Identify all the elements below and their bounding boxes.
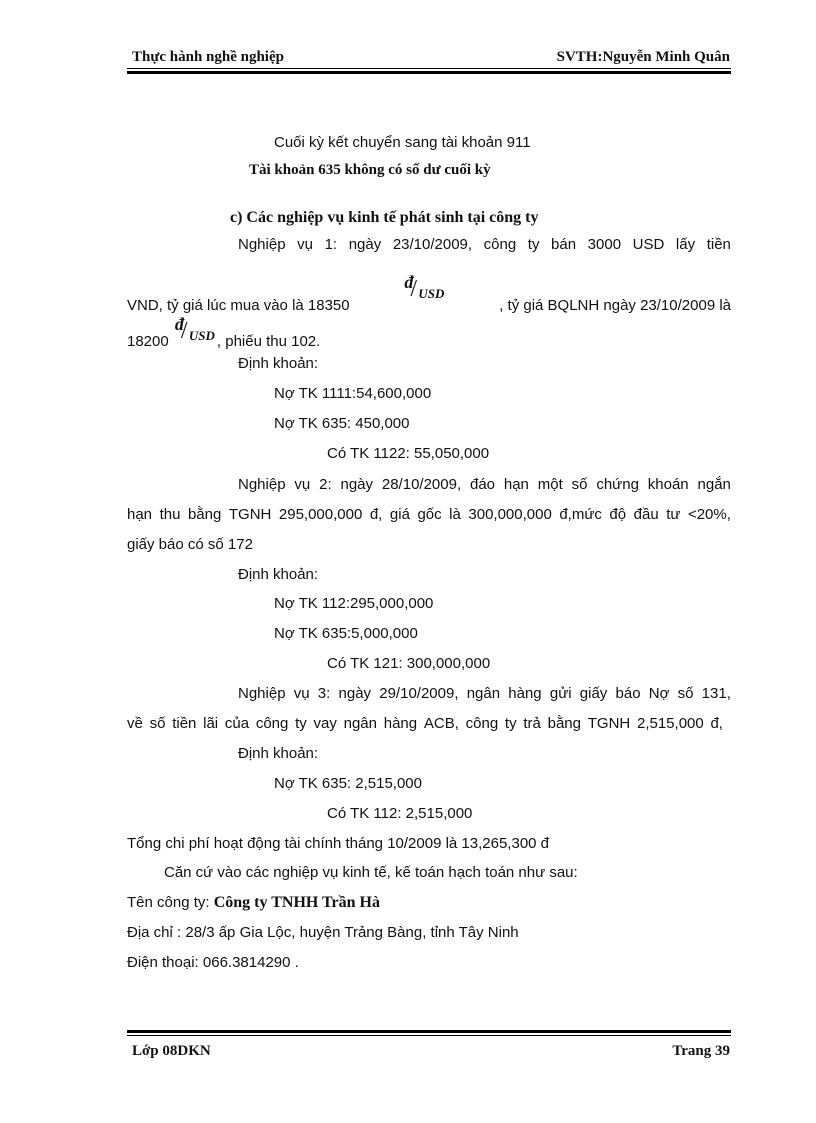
nv1-line3-text-b: , phiếu thu 102. bbox=[216, 333, 321, 350]
nv2-co: Có TK 121: 300,000,000 bbox=[327, 655, 491, 672]
word: ty bbox=[527, 236, 540, 253]
word: 2,515,000 bbox=[636, 715, 704, 732]
footer-left: Lớp 08DKN bbox=[132, 1043, 211, 1059]
word: 23/10/2009, bbox=[392, 236, 473, 253]
word: bằng bbox=[547, 715, 581, 732]
word: 29/10/2009, bbox=[379, 685, 459, 702]
word: công bbox=[465, 715, 499, 732]
nv1-line2-text-b: , tỷ giá BQLNH ngày 23/10/2009 là bbox=[499, 297, 731, 314]
nv3-co: Có TK 112: 2,515,000 bbox=[327, 805, 473, 822]
word: 28/10/2009, bbox=[381, 476, 462, 493]
footer-rule-thick bbox=[127, 1030, 731, 1033]
nv3-dk-label: Định khoản: bbox=[238, 745, 319, 762]
word: ngân bbox=[343, 715, 377, 732]
word: 131, bbox=[701, 685, 731, 702]
word: vụ bbox=[297, 236, 313, 253]
word: của bbox=[224, 715, 250, 732]
header-right: SVTH:Nguyễn Minh Quân bbox=[556, 49, 730, 65]
word: ty bbox=[504, 715, 517, 732]
word: bằng bbox=[187, 506, 222, 523]
word: 2: bbox=[319, 476, 332, 493]
word: tiền bbox=[172, 715, 197, 732]
nv2-no2: Nợ TK 635:5,000,000 bbox=[274, 625, 418, 642]
word: gửi bbox=[549, 685, 572, 702]
word: ngày bbox=[340, 476, 374, 493]
word: Nghiệp bbox=[238, 236, 286, 253]
nv2-line2 bbox=[127, 506, 731, 523]
company-name: Công ty TNHH Trần Hà bbox=[213, 894, 380, 911]
word: 295,000,000 bbox=[278, 506, 363, 523]
nv3-line2 bbox=[127, 715, 723, 732]
word: công bbox=[483, 236, 517, 253]
word: Nghiệp bbox=[238, 476, 286, 493]
company-phone: Điện thoại: 066.3814290 . bbox=[127, 954, 299, 971]
footer-right: Trang 39 bbox=[672, 1043, 730, 1059]
word: TGNH bbox=[587, 715, 631, 732]
word: 3: bbox=[317, 685, 331, 702]
dong-per-usd-icon: đ / USD bbox=[404, 272, 445, 302]
word: gốc bbox=[417, 506, 442, 523]
nv2-line1 bbox=[238, 476, 731, 493]
word: tiền bbox=[706, 236, 731, 253]
word: ty bbox=[295, 715, 307, 732]
word: thu bbox=[159, 506, 181, 523]
word: chứng bbox=[596, 476, 639, 493]
nv1-no2: Nợ TK 635: 450,000 bbox=[274, 415, 410, 432]
word: lấy bbox=[675, 236, 696, 253]
company-line bbox=[127, 894, 380, 912]
word: số bbox=[149, 715, 166, 732]
intro-line2: Tài khoản 635 không có số dư cuối kỳ bbox=[249, 162, 491, 178]
summary-total: Tổng chi phí hoạt động tài chính tháng 10/2009 là 13,265,300 đ bbox=[127, 835, 550, 852]
nv1-co: Có TK 1122: 55,050,000 bbox=[327, 445, 490, 462]
footer-rule-thin bbox=[127, 1035, 731, 1036]
word: đ, bbox=[710, 715, 723, 732]
word: 300,000,000 bbox=[468, 506, 552, 523]
word: ACB, bbox=[423, 715, 459, 732]
word: hàng bbox=[383, 715, 418, 732]
nv1-line3-text-a: 18200 bbox=[127, 333, 169, 350]
word: số bbox=[571, 476, 588, 493]
word: số bbox=[677, 685, 694, 702]
word: giá bbox=[389, 506, 410, 523]
nv1-no1: Nợ TK 1111:54,600,000 bbox=[274, 385, 432, 402]
header-rule-thin bbox=[127, 68, 731, 69]
nv1-dk-label: Định khoản: bbox=[238, 355, 319, 372]
word: đ,mức bbox=[559, 506, 602, 523]
intro-line1: Cuối kỳ kết chuyển sang tài khoản 911 bbox=[274, 134, 531, 151]
company-label: Tên công ty: bbox=[127, 894, 214, 911]
word: ngắn bbox=[697, 476, 731, 493]
word: lãi bbox=[203, 715, 219, 732]
word: về bbox=[127, 715, 143, 732]
nv1-line2 bbox=[127, 272, 731, 314]
word: công bbox=[255, 715, 289, 732]
word: một bbox=[537, 476, 563, 493]
word: hàng bbox=[508, 685, 542, 702]
company-address: Địa chỉ : 28/3 ấp Gia Lộc, huyện Trảng Bàng, tỉnh Tây Ninh bbox=[127, 924, 519, 941]
word: là bbox=[449, 506, 461, 523]
word: Nợ bbox=[648, 685, 670, 702]
header-left: Thực hành nghề nghiệp bbox=[132, 49, 284, 65]
word: giấy bbox=[579, 685, 608, 702]
summary-basis: Căn cứ vào các nghiệp vụ kinh tế, kế toán hạch toán như sau: bbox=[164, 864, 578, 881]
nv2-line3: giấy báo có số 172 bbox=[127, 536, 253, 553]
word: khoán bbox=[647, 476, 689, 493]
word: <20%, bbox=[687, 506, 731, 523]
nv2-dk-label: Định khoản: bbox=[238, 566, 319, 583]
word: đáo bbox=[469, 476, 496, 493]
dong-per-usd-icon: đ / USD bbox=[174, 314, 215, 344]
section-heading: c) Các nghiệp vụ kinh tế phát sinh tại công ty bbox=[230, 209, 539, 226]
word: báo bbox=[615, 685, 641, 702]
word: tư bbox=[666, 506, 681, 523]
word: ngân bbox=[466, 685, 501, 702]
header-rule-thick bbox=[127, 71, 731, 74]
word: USD bbox=[632, 236, 665, 253]
word: 3000 bbox=[587, 236, 622, 253]
word: bán bbox=[551, 236, 577, 253]
word: hạn bbox=[127, 506, 153, 523]
word: Nghiệp bbox=[238, 685, 286, 702]
nv1-line3 bbox=[127, 314, 321, 352]
word: 1: bbox=[324, 236, 338, 253]
nv1-line2-text-a: VND, tỷ giá lúc mua vào là 18350 bbox=[127, 297, 350, 314]
word: ngày bbox=[348, 236, 382, 253]
nv2-no1: Nợ TK 112:295,000,000 bbox=[274, 595, 434, 612]
word: TGNH bbox=[228, 506, 272, 523]
word: trả bbox=[523, 715, 541, 732]
nv3-line1 bbox=[238, 685, 731, 702]
nv1-line1 bbox=[238, 236, 731, 253]
word: vụ bbox=[294, 476, 311, 493]
word: ngày bbox=[338, 685, 372, 702]
word: độ bbox=[609, 506, 627, 523]
word: đ, bbox=[369, 506, 383, 523]
word: vay bbox=[313, 715, 337, 732]
word: đầu bbox=[633, 506, 659, 523]
nv3-no1: Nợ TK 635: 2,515,000 bbox=[274, 775, 422, 792]
word: vụ bbox=[293, 685, 310, 702]
word: hạn bbox=[503, 476, 529, 493]
